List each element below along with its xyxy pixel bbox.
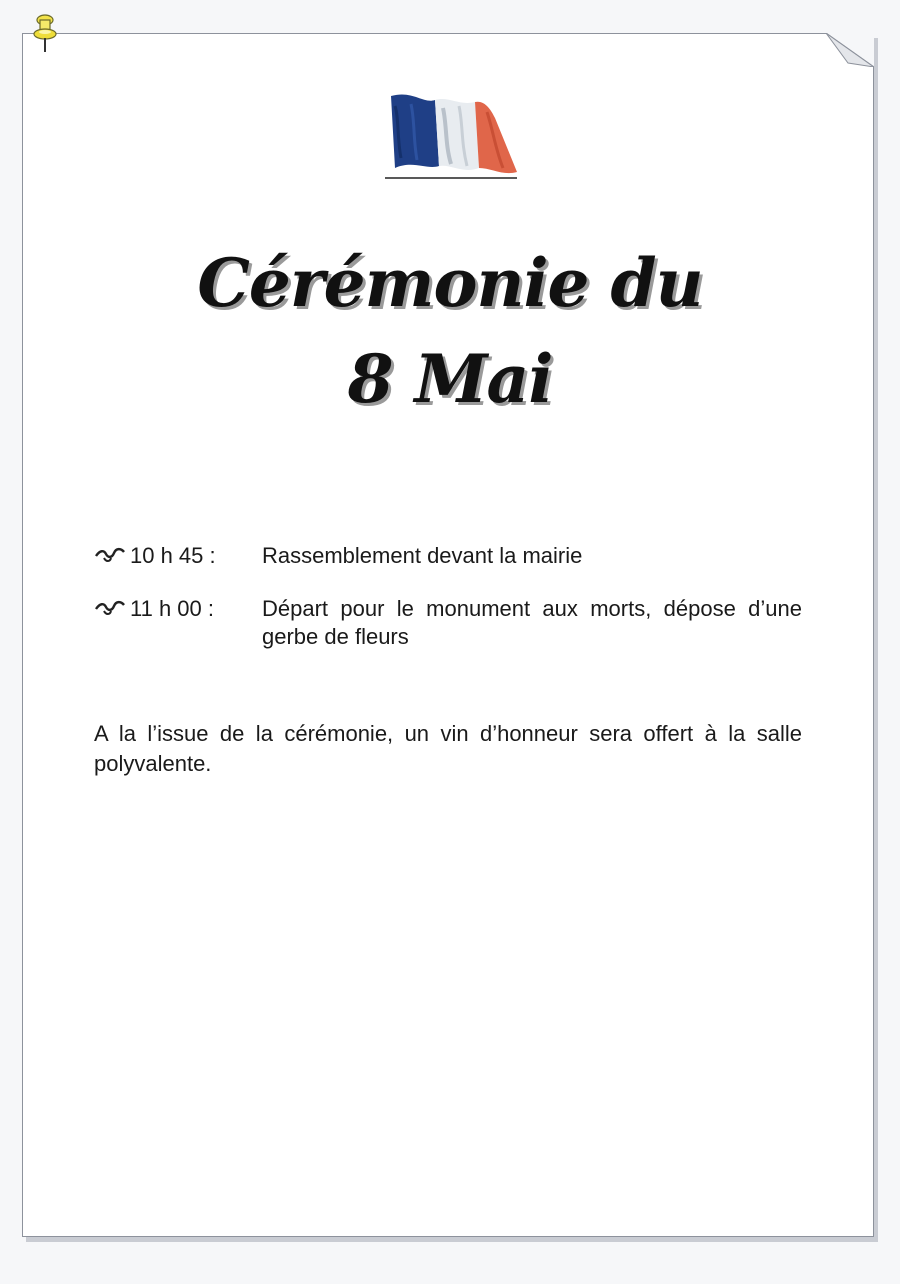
schedule-time: 11 h 00 :	[130, 596, 214, 621]
schedule-description: Rassemblement devant la mairie	[262, 543, 583, 568]
scroll-ornament-icon	[94, 542, 126, 564]
title-line-1: Cérémonie du	[197, 244, 703, 322]
scroll-ornament-icon	[94, 595, 126, 617]
title-line-2: 8 Mai	[347, 340, 553, 418]
french-flag-icon	[383, 88, 519, 180]
closing-note: A la l’issue de la cérémonie, un vin d’honneur sera offert à la salle polyvalente.	[94, 721, 802, 776]
schedule-description: Départ pour le monument aux morts, dépose d’une gerbe de fleurs	[262, 596, 802, 649]
pushpin-icon	[30, 12, 60, 62]
schedule-time: 10 h 45 :	[130, 543, 216, 568]
page-corner-fold-icon	[826, 33, 874, 67]
